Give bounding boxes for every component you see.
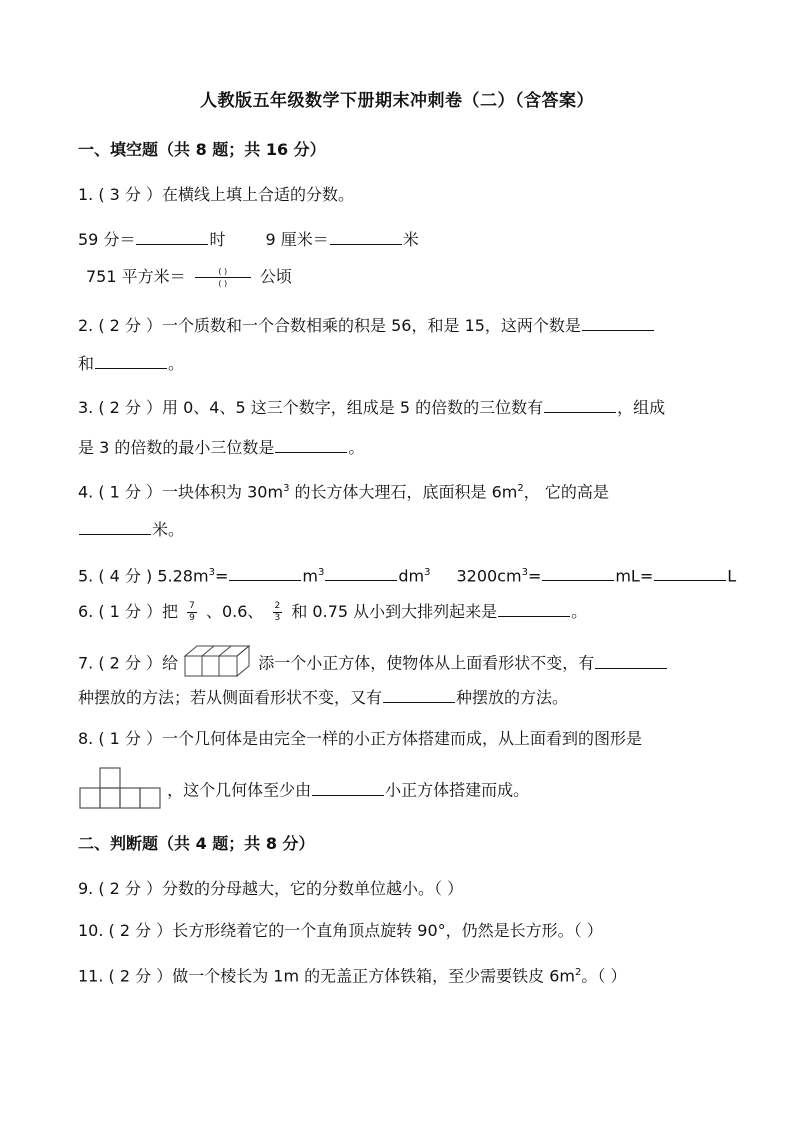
q3-text: 3. ( 2 分 ）用 0、4、5 这三个数字，组成是 5 的倍数的三位数有	[78, 398, 544, 417]
question-7-line-2	[78, 686, 568, 709]
q7-line2-a: 种摆放的方法；若从侧面看形状不变，又有	[78, 688, 383, 707]
answer-blank[interactable]	[95, 352, 167, 369]
answer-blank[interactable]	[498, 600, 570, 617]
answer-blank[interactable]	[275, 436, 347, 453]
q5-unit-ml: mL=	[615, 566, 654, 586]
q5-eq-2: =	[527, 566, 542, 586]
answer-blank[interactable]	[229, 564, 301, 581]
answer-blank[interactable]	[542, 564, 614, 581]
q6-text-a: 6. ( 1 分 ）把	[78, 602, 179, 621]
fraction-blank[interactable]	[195, 266, 251, 289]
q8-line2-a: ，这个几何体至少由	[167, 780, 312, 800]
superscript: 3	[424, 567, 431, 578]
q5-unit-l: L	[727, 566, 737, 586]
fraction-denominator: ( )	[218, 279, 228, 288]
q1-a-prefix: 59 分＝	[78, 230, 136, 249]
question-4	[78, 478, 609, 503]
q4-end: 米。	[152, 520, 185, 539]
q7-line2-b: 种摆放的方法。	[456, 688, 569, 707]
fraction-numerator: ( )	[195, 266, 251, 278]
superscript: 3	[208, 567, 215, 578]
q8-line2-b: 小正方体搭建而成。	[385, 780, 530, 800]
q3-end: 。	[348, 438, 365, 457]
three-cubes-figure	[183, 644, 253, 684]
q5-text-a: 5. ( 4 分 ) 5.28m	[78, 566, 209, 586]
section-heading-fill-in: 一、填空题（共 8 题；共 16 分）	[78, 140, 326, 159]
q4-text-b: 的长方体大理石，底面积是 6m	[289, 482, 518, 502]
q2-and: 和	[78, 354, 95, 373]
question-1-row-a	[78, 228, 419, 251]
answer-blank[interactable]	[383, 686, 455, 703]
q3-line2: 是 3 的倍数的最小三位数是	[78, 438, 275, 457]
page-title: 人教版五年级数学下册期末冲刺卷（二）（含答案）	[200, 91, 594, 111]
question-10: 10. ( 2 分 ）长方形绕着它的一个直角顶点旋转 90°，仍然是长方形。（ ）	[78, 921, 603, 940]
q2-text: 2. ( 2 分 ）一个质数和一个合数相乘的积是 56，和是 15，这两个数是	[78, 316, 581, 335]
q4-text-a: 4. ( 1 分 ）一块体积为 30m	[78, 482, 284, 502]
q7-text-a: 7. ( 2 分 ）给	[78, 653, 179, 673]
question-1: 1. ( 3 分 ）在横线上填上合适的分数。	[78, 185, 355, 204]
q1-a-suffix: 时	[209, 230, 226, 249]
q6-text-b: 、0.6、	[205, 602, 264, 621]
superscript: 2	[517, 483, 524, 494]
q1-c-suffix: 公顷	[259, 267, 292, 286]
answer-blank[interactable]	[325, 564, 397, 581]
superscript: 3	[283, 483, 290, 494]
answer-blank[interactable]	[312, 779, 384, 796]
fraction-2-3	[273, 601, 283, 624]
q5-text-e: 3200cm	[456, 566, 522, 586]
answer-blank[interactable]	[582, 314, 654, 331]
answer-blank[interactable]	[654, 564, 726, 581]
answer-blank[interactable]	[595, 652, 667, 669]
answer-blank[interactable]	[330, 228, 402, 245]
q6-text-c: 和 0.75 从小到大排列起来是	[291, 602, 498, 621]
question-8-line-2	[78, 766, 529, 816]
q5-unit-m: m	[302, 566, 318, 586]
question-9: 9. ( 2 分 ）分数的分母越大，它的分数单位越小。（ ）	[78, 879, 464, 898]
question-11	[78, 962, 626, 987]
question-2-line-2	[78, 352, 184, 375]
question-3	[78, 396, 665, 419]
superscript: 3	[521, 567, 528, 578]
q1-b-prefix: 9 厘米＝	[265, 230, 329, 249]
section-heading-true-false: 二、判断题（共 4 题；共 8 分）	[78, 834, 315, 853]
q6-end: 。	[571, 602, 588, 621]
fraction-numerator: 2	[274, 601, 281, 611]
question-3-line-2	[78, 436, 364, 459]
q7-text-b: 添一个小正方体，使物体从上面看形状不变，有	[258, 653, 595, 673]
q2-end: 。	[168, 354, 185, 373]
q1-c-prefix: 751 平方米＝	[86, 267, 186, 286]
fraction-numerator: 7	[189, 601, 195, 611]
q4-text-c: ， 它的高是	[523, 482, 609, 502]
q1-b-suffix: 米	[402, 230, 419, 249]
question-8: 8. ( 1 分 ）一个几何体是由完全一样的小正方体搭建而成，从上面看到的图形是	[78, 729, 643, 748]
question-1-row-b	[86, 266, 292, 289]
question-5	[78, 562, 736, 587]
q11-text-a: 11. ( 2 分 ）做一个棱长为 1m 的无盖正方体铁箱，至少需要铁皮 6m	[78, 966, 576, 986]
fraction-denominator: 3	[274, 613, 281, 623]
question-6	[78, 600, 587, 624]
question-7	[78, 644, 668, 684]
question-4-line-2	[78, 518, 184, 541]
q5-eq: =	[214, 566, 229, 586]
answer-blank[interactable]	[79, 518, 151, 535]
superscript: 2	[575, 967, 582, 978]
answer-blank[interactable]	[544, 396, 616, 413]
q3-text-b: ，组成	[617, 398, 666, 417]
q5-unit-dm: dm	[398, 566, 425, 586]
superscript: 3	[317, 567, 325, 578]
fraction-7-9	[187, 601, 197, 624]
fraction-denominator: 9	[189, 613, 195, 623]
answer-blank[interactable]	[136, 228, 208, 245]
question-2	[78, 314, 655, 337]
top-view-figure	[78, 766, 162, 816]
q11-text-b: 。（ ）	[581, 966, 627, 986]
